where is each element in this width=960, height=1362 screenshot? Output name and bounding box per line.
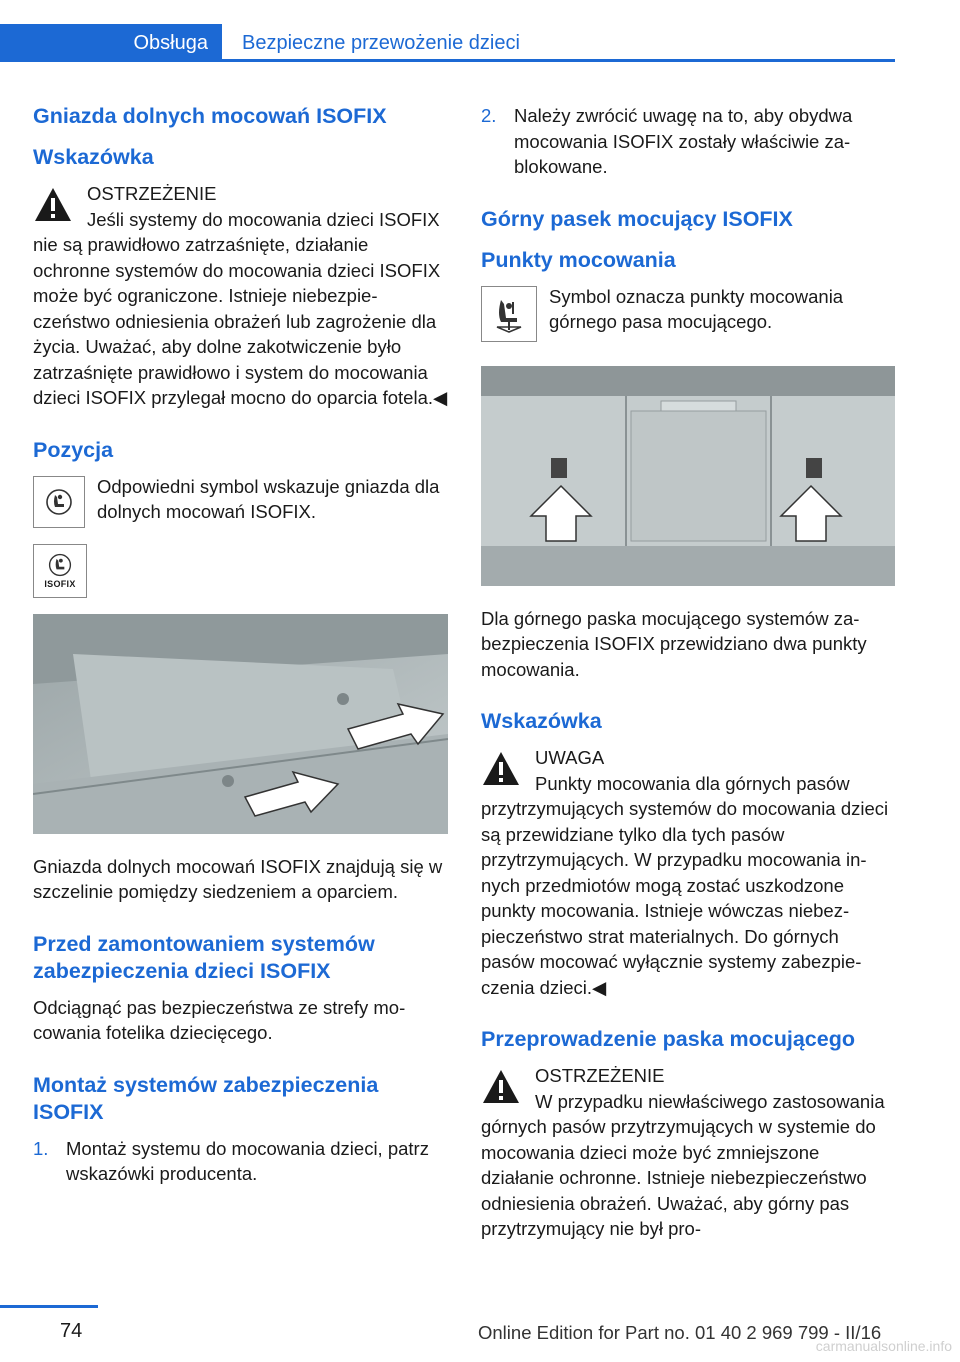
step-text: Należy zwrócić uwagę na to, aby obydwa mocowania ISOFIX zostały właściwie zablokowane. [514,105,853,177]
warning-text: W przypadku niewłaściwego zastosowania górnych pasów przytrzymujących w systemie do mocowania dzieci może być zmniejszone działanie ochronne. Istnieje niebezpieczeństwo odniesienia obrażeń. Uważać, aby górny pas przytrzymujący nie był pro- [481,1090,885,1239]
heading-note: Wskazówka [33,145,154,169]
heading-position: Pozycja [33,437,114,462]
caution-label: UWAGA [535,747,605,768]
anchor-text: Symbol oznacza punkty mocowania górnego pasa mocującego. [549,285,844,332]
before-install-text: Odciągnąć pas bezpieczeństwa ze strefy mocowania fotelika dziecięcego. [33,996,406,1043]
watermark: carmanualsonline.info [815,1338,952,1354]
child-seat-icon [47,552,73,578]
heading-install: Montaż systemów zabezpieczenia ISOFIX [33,1072,379,1124]
top-tether-icon [489,294,529,334]
install-steps [33,1136,448,1187]
top-tether-symbol [481,286,537,342]
edition-text: Online Edition for Part no. 01 40 2 969 799 - II/16 [478,1322,882,1343]
warning-box [481,1063,896,1242]
heading-top-tether: Górny pasek mocujący ISOFIX [481,206,793,231]
step-number: 1. [33,1137,49,1159]
top-tether-photo [481,366,895,586]
child-seat-icon [44,487,74,517]
heading-before-install: Przed zamontowaniem systemów zabezpieczenia dzieci ISOFIX [33,931,375,983]
list-item [481,103,896,180]
warning-triangle-icon [481,1067,521,1107]
heading-anchor-points: Punkty mocowania [481,247,676,272]
warning-triangle-icon [33,185,73,225]
warning-label: OSTRZEŻENIE [535,1065,665,1086]
heading-isofix-sockets: Gniazda dolnych mocowań ISOFIX [33,104,387,128]
heading-note: Wskazówka [481,709,602,733]
step-text: Montaż systemu do mocowania dzieci, patrz wskazówki producenta. [66,1137,429,1184]
warning-label: OSTRZEŻENIE [87,183,217,204]
isofix-symbol [33,544,87,598]
header-rule [222,59,895,62]
right-column [481,103,896,1242]
child-seat-symbol [33,476,85,528]
caution-box [481,745,896,1000]
warning-triangle-icon [481,749,521,789]
install-steps-continued [481,103,896,180]
warning-text: Jeśli systemy do mocowania dzieci ISOFIX nie są prawidłowo zatrzaśnięte, działanie ochronne systemów do mocowania dzieci ISOFIX może być ograniczone. Istnieje niebezpieczeństwo odniesienia obrażeń lub zagrożenie dla życia. Uważać, aby dolne zakotwiczenie było zatrzaśnięte prawidłowo i system do mocowania dzieci ISOFIX przylegał mocno do oparcia fotela.◀ [33,208,448,408]
page-number: 74 [60,1320,83,1342]
caution-text: Punkty mocowania dla górnych pasów przytrzymujących systemów do mocowania dzieci są przewidziane tylko dla tych pasów przytrzymujących. W przypadku mocowania innych przedmiotów mogą zostać uszkodzone punkty mocowania. Istnieje wówczas niebezpieczeństwo strat materialnych. Do górnych pasów mocować wyłącznie systemy zabezpieczenia dzieci.◀ [481,772,889,998]
section-tab[interactable]: Bezpieczne przewożenie dzieci [242,32,520,54]
top-tether-caption: Dla górnego paska mocującego systemów zabezpieczenia ISOFIX przewidziano dwa punkty mocowania. [481,607,867,680]
isofix-symbol-label: ISOFIX [44,579,76,589]
warning-box [33,181,448,411]
anchor-symbol-block [481,284,896,348]
chapter-tab[interactable]: Obsługa [0,24,222,62]
position-text: Odpowiedni symbol wskazuje gniazda dla dolnych mocowań ISOFIX. [97,475,440,522]
lower-anchor-photo [33,614,448,834]
position-symbol-block [33,474,448,598]
step-number: 2. [481,105,497,126]
list-item [33,1136,448,1187]
heading-routing: Przeprowadzenie paska mocującego [481,1027,855,1051]
footer-rule [0,1305,98,1308]
page-header [0,24,895,62]
lower-anchor-caption: Gniazda dolnych mocowań ISOFIX znajdują się w szczelinie pomiędzy siedzeniem a oparciem. [33,855,443,902]
left-column [33,95,448,1187]
